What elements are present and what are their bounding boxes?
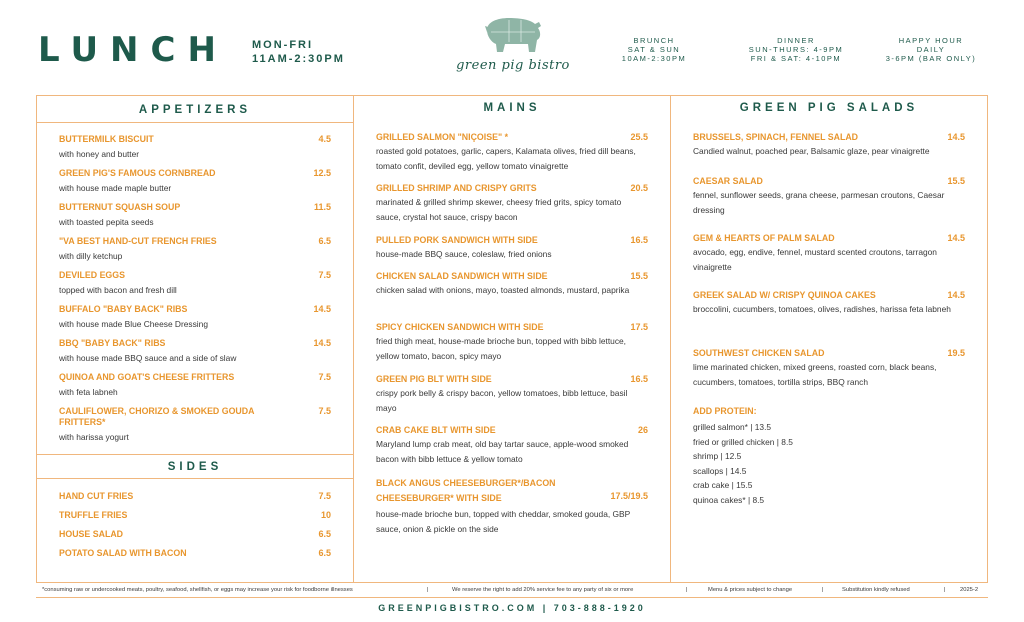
- item-name: GREEN PIG BLT WITH SIDE: [376, 374, 492, 384]
- item-price: 16.5: [630, 235, 648, 245]
- item-desc: with house made maple butter: [59, 183, 172, 193]
- happy-hour-line2: 3-6PM (BAR ONLY): [885, 54, 977, 63]
- item-price: 17.5: [630, 322, 648, 332]
- item-name: GREEN PIG'S FAMOUS CORNBREAD: [59, 168, 216, 178]
- item-desc: with house made BBQ sauce and a side of slaw: [59, 353, 237, 363]
- item-desc: broccolini, cucumbers, tomatoes, olives, radishes, harissa feta labneh: [693, 304, 951, 314]
- footer-separator: |: [427, 587, 429, 593]
- item-name: "VA BEST HAND-CUT FRENCH FRIES: [59, 236, 217, 246]
- item-price: 19.5: [947, 348, 965, 358]
- item-desc: topped with bacon and fresh dill: [59, 285, 177, 295]
- menu-item: [693, 176, 965, 217]
- menu-item: [693, 132, 965, 159]
- item-price: 7.5: [318, 372, 331, 382]
- item-desc: with feta labneh: [59, 387, 118, 397]
- item-desc: with honey and butter: [59, 149, 140, 159]
- footer-separator: |: [822, 587, 824, 593]
- item-price: 7.5: [318, 270, 331, 280]
- item-name: DEVILED EGGS: [59, 270, 125, 280]
- item-name: BUTTERMILK BISCUIT: [59, 134, 154, 144]
- footer-separator: |: [686, 587, 688, 593]
- menu-item: [59, 529, 331, 540]
- item-desc: lime marinated chicken, mixed greens, roasted corn, black beans, cucumbers, tomatoes, tortilla strips, BBQ ranch: [693, 362, 937, 387]
- footer-separator: |: [944, 587, 946, 593]
- item-price: 4.5: [318, 134, 331, 144]
- divider: [37, 478, 353, 479]
- footer-service-fee: We reserve the right to add 20% service fee to any party of six or more: [452, 587, 634, 593]
- brunch-label: BRUNCH: [633, 36, 675, 45]
- menu-item: [59, 510, 331, 521]
- item-name: QUINOA AND GOAT'S CHEESE FRITTERS: [59, 372, 235, 382]
- item-name: POTATO SALAD WITH BACON: [59, 548, 187, 558]
- item-desc: with dilly ketchup: [59, 251, 123, 261]
- menu-item: [59, 491, 331, 502]
- menu-item: [59, 202, 331, 230]
- protein-item: shrimp | 12.5: [693, 451, 742, 461]
- item-name: GRILLED SALMON "NIÇOISE" *: [376, 132, 508, 142]
- menu-frame: [36, 95, 988, 583]
- lunch-days: MON-FRI: [252, 39, 314, 51]
- menu-item: [693, 348, 965, 389]
- brunch-time: 10AM-2:30PM: [621, 54, 687, 63]
- logo: [448, 14, 578, 84]
- column-salads: [671, 96, 987, 582]
- item-price: 14.5: [947, 233, 965, 243]
- website-contact: GREENPIGBISTRO.COM | 703-888-1920: [378, 603, 646, 613]
- footer-notes: [36, 584, 988, 598]
- item-desc: fennel, sunflower seeds, grana cheese, parmesan croutons, Caesar dressing: [693, 190, 945, 215]
- pig-icon: [481, 14, 545, 56]
- item-price: 25.5: [630, 132, 648, 142]
- menu-item: [59, 304, 331, 332]
- item-desc: house-made BBQ sauce, coleslaw, fried onions: [376, 249, 552, 259]
- menu-item: [376, 322, 648, 363]
- menu-item: [59, 168, 331, 196]
- item-price: 7.5: [318, 406, 331, 416]
- menu-item: [376, 235, 648, 262]
- item-name: GRILLED SHRIMP AND CRISPY GRITS: [376, 183, 537, 193]
- footer-substitution: Substitution kindly refused: [842, 587, 910, 593]
- item-desc: Candied walnut, poached pear, Balsamic glaze, pear vinaigrette: [693, 146, 930, 156]
- menu-item: [59, 406, 331, 445]
- appetizers-title: APPETIZERS: [138, 104, 252, 116]
- menu-item: [376, 425, 648, 466]
- item-price: 14.5: [313, 304, 331, 314]
- menu-item: [376, 183, 648, 224]
- item-name: BBQ "BABY BACK" RIBS: [59, 338, 166, 348]
- divider: [37, 454, 353, 455]
- item-desc: with harissa yogurt: [59, 432, 129, 442]
- happy-hour-hours: [872, 36, 990, 63]
- mains-title: MAINS: [483, 102, 541, 114]
- item-desc: chicken salad with onions, mayo, toasted almonds, mustard, paprika: [376, 285, 630, 295]
- item-name: SPICY CHICKEN SANDWICH WITH SIDE: [376, 322, 544, 332]
- item-price: 15.5: [947, 176, 965, 186]
- item-name: GREEK SALAD W/ CRISPY QUINOA CAKES: [693, 290, 876, 300]
- dinner-line1: SUN-THURS: 4-9PM: [748, 45, 844, 54]
- divider: [37, 122, 353, 123]
- item-name: BLACK ANGUS CHEESEBURGER*/BACON CHEESEBURGER* WITH SIDE: [376, 478, 556, 503]
- protein-item: crab cake | 15.5: [693, 480, 753, 490]
- item-name: CAULIFLOWER, CHORIZO & SMOKED GOUDA FRITTERS*: [59, 406, 255, 427]
- menu-item: [693, 233, 965, 274]
- item-desc: with house made Blue Cheese Dressing: [59, 319, 208, 329]
- lunch-hours: [252, 38, 345, 66]
- item-price: 6.5: [318, 529, 331, 539]
- item-desc: house-made brioche bun, topped with cheddar, smoked gouda, GBP sauce, onion & pickle on the side: [376, 509, 631, 534]
- column-appetizers-sides: [37, 96, 354, 582]
- item-price: 7.5: [318, 491, 331, 501]
- brunch-days: SAT & SUN: [627, 45, 681, 54]
- item-name: HAND CUT FRIES: [59, 491, 134, 501]
- item-price: 6.5: [318, 548, 331, 558]
- menu-item: [376, 374, 648, 415]
- protein-list: [693, 420, 965, 507]
- menu-item: [59, 270, 331, 298]
- item-name: CHICKEN SALAD SANDWICH WITH SIDE: [376, 271, 548, 281]
- item-name: CRAB CAKE BLT WITH SIDE: [376, 425, 496, 435]
- menu-title: LUNCH: [38, 30, 228, 70]
- logo-text: green pig bistro: [456, 58, 570, 73]
- item-name: TRUFFLE FRIES: [59, 510, 128, 520]
- menu-item: [376, 271, 648, 298]
- salads-title: GREEN PIG SALADS: [739, 102, 919, 114]
- add-protein: [693, 406, 965, 507]
- item-desc: marinated & grilled shrimp skewer, cheesy fried grits, spicy tomato sauce, crystal hot sauce, crispy bacon: [376, 197, 622, 222]
- item-price: 14.5: [313, 338, 331, 348]
- item-name: SOUTHWEST CHICKEN SALAD: [693, 348, 825, 358]
- menu-header: [0, 0, 1024, 94]
- item-desc: fried thigh meat, house-made brioche bun, topped with bibb lettuce, yellow tomato, bacon, spicy mayo: [376, 336, 627, 361]
- happy-hour-label: HAPPY HOUR: [898, 36, 964, 45]
- item-price: 14.5: [947, 132, 965, 142]
- sides-title: SIDES: [167, 461, 223, 473]
- item-desc: Maryland lump crab meat, old bay tartar sauce, apple-wood smoked bacon with bibb lettuce & yellow tomato: [376, 439, 629, 464]
- column-mains: [354, 96, 671, 582]
- item-name: BUFFALO "BABY BACK" RIBS: [59, 304, 188, 314]
- item-price: 6.5: [318, 236, 331, 246]
- menu-item: [693, 290, 965, 317]
- happy-hour-line1: DAILY: [916, 45, 946, 54]
- protein-item: scallops | 14.5: [693, 465, 747, 476]
- menu-item: [59, 372, 331, 400]
- item-name: BUTTERNUT SQUASH SOUP: [59, 202, 181, 212]
- item-price: 16.5: [630, 374, 648, 384]
- dinner-hours: [738, 36, 854, 63]
- dinner-label: DINNER: [777, 36, 815, 45]
- item-name: CAESAR SALAD: [693, 176, 763, 186]
- menu-item: [59, 548, 331, 559]
- item-desc: avocado, egg, endive, fennel, mustard scented croutons, tarragon vinaigrette: [693, 247, 937, 272]
- footer-warning: *consuming raw or undercooked meats, poultry, seafood, shellfish, or eggs may increase your risk for foodborne illnesses: [42, 587, 353, 593]
- item-price: 20.5: [630, 183, 648, 193]
- protein-item: quinoa cakes* | 8.5: [693, 494, 765, 505]
- item-desc: crispy pork belly & crispy bacon, yellow tomatoes, bibb lettuce, basil mayo: [376, 388, 628, 413]
- item-name: GEM & HEARTS OF PALM SALAD: [693, 233, 835, 243]
- item-name: BRUSSELS, SPINACH, FENNEL SALAD: [693, 132, 859, 142]
- footer-prices: Menu & prices subject to change: [708, 587, 793, 593]
- menu-item: [59, 236, 331, 264]
- item-price: 11.5: [313, 202, 331, 212]
- menu-item: [376, 132, 648, 173]
- item-price: 17.5/19.5: [610, 491, 648, 501]
- item-desc: roasted gold potatoes, garlic, capers, Kalamata olives, fried dill beans, tomato confit, deviled egg, yellow tomato vinaigrette: [376, 146, 636, 171]
- menu-item: [59, 134, 331, 162]
- item-name: HOUSE SALAD: [59, 529, 124, 539]
- item-price: 14.5: [947, 290, 965, 300]
- item-price: 26: [637, 425, 648, 435]
- lunch-time: 11AM-2:30PM: [252, 53, 345, 65]
- item-price: 12.5: [313, 168, 331, 178]
- item-price: 10: [320, 510, 331, 520]
- menu-item: [59, 338, 331, 366]
- menu-item: [376, 476, 648, 536]
- brunch-hours: [614, 36, 694, 63]
- protein-item: grilled salmon* | 13.5: [693, 422, 772, 432]
- item-desc: with toasted pepita seeds: [59, 217, 154, 227]
- item-name: PULLED PORK SANDWICH WITH SIDE: [376, 235, 538, 245]
- dinner-line2: FRI & SAT: 4-10PM: [750, 54, 842, 63]
- item-price: 15.5: [630, 271, 648, 281]
- footer-code: 2025-2: [960, 587, 979, 593]
- add-protein-title: ADD PROTEIN:: [693, 406, 757, 416]
- protein-item: fried or grilled chicken | 8.5: [693, 436, 793, 447]
